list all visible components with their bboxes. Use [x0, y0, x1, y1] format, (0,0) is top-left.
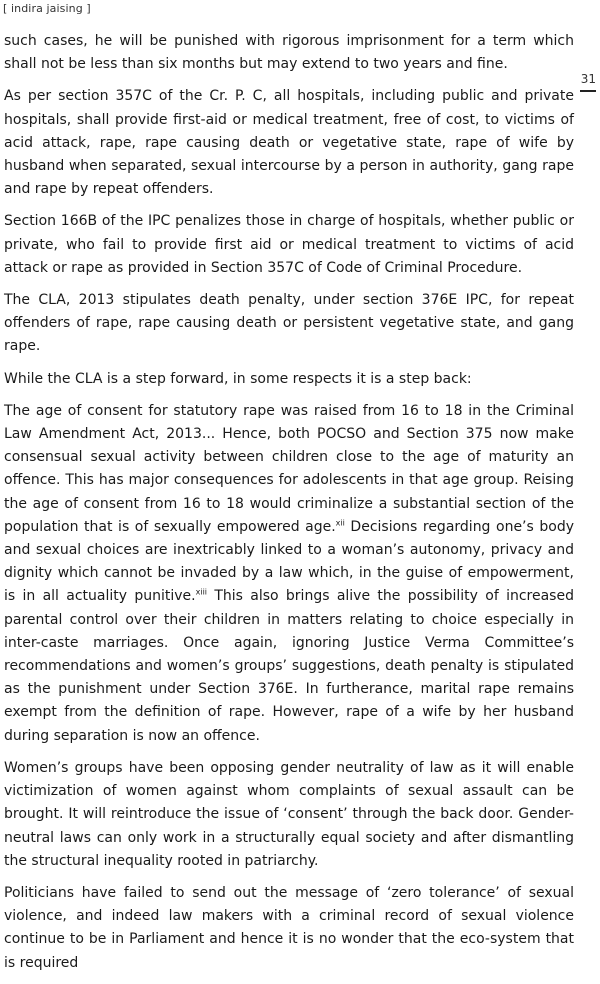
paragraph-penalty-continuation: such cases, he will be punished with rigorous imprisonment for a term which shall not be less than six months but may extend to two years and fine.	[4, 33, 574, 73]
paragraph-gender-neutrality: Women’s groups have been opposing gender neutrality of law as it will enable victimization of women against whom complaints of sexual assault can be brought. It will reintroduce the issue of ‘consent’ through the back door. Gender-neutral laws can only work in a structurally equal society and after dismantling the structural inequality rooted in patriarchy.	[4, 759, 574, 869]
age-of-consent-text-1: The age of consent for statutory rape was raised from 16 to 18 in the Criminal Law Amendment Act, 2013... Hence, both POCSO and Section 375 now make consensual sexual activity between children close to the age of maturity an offence. This has major consequences for adolescents in that age group. Reising the age of consent from 16 to 18 would criminalize a substantial section of the population that is of sexually empowered age.	[4, 402, 574, 535]
endnote-marker-xii: xii	[335, 518, 345, 528]
page-number-rule	[580, 90, 596, 92]
paragraph-zero-tolerance: Politicians have failed to send out the message of ‘zero tolerance’ of sexual violence, and indeed law makers with a criminal record of sexual violence continue to be in Parliament and hence it is no wonder that the eco-system that is required	[4, 884, 574, 971]
running-head: [ indira jaising ]	[3, 2, 91, 15]
page-number: 31	[580, 72, 596, 86]
body-text	[4, 30, 574, 984]
paragraph-cla-death-penalty: The CLA, 2013 stipulates death penalty, under section 376E IPC, for repeat offenders of rape, rape causing death or persistent vegetative state, and gang rape.	[4, 292, 574, 355]
age-of-consent-text-2: Decisions regarding one’s body and sexual choices are inextricably linked to a woman’s autonomy, privacy and dignity which cannot be invaded by a law which, in the guise of empowerment, is in all actuality punitive.	[4, 518, 574, 605]
paragraph-age-of-consent	[4, 400, 574, 748]
paragraph-section-357c: As per section 357C of the Cr. P. C, all hospitals, including public and private hospitals, shall provide first-aid or medical treatment, free of cost, to victims of acid attack, rape, rape causing death or vegetative state, rape of wife by husband when separated, sexual intercourse by a person in authority, gang rape and rape by repeat offenders.	[4, 88, 574, 198]
age-of-consent-text-3: This also brings alive the possibility of increased parental control over their children in matters relating to choice especially in inter-caste marriages. Once again, ignoring Justice Verma Committee’s recommendations and women’s groups’ suggestions, death penalty is stipulated as the punishment under Section 376E. In furtherance, marital rape remains exempt from the definition of rape. However, rape of a wife by her husband during separation is now an offence.	[4, 588, 574, 744]
paragraph-step-back: While the CLA is a step forward, in some respects it is a step back:	[4, 370, 472, 387]
paragraph-section-166b: Section 166B of the IPC penalizes those in charge of hospitals, whether public or private, who fail to provide first aid or medical treatment to victims of acid attack or rape as provided in Section 357C of Code of Criminal Procedure.	[4, 213, 574, 276]
endnote-marker-xiii: xiii	[195, 587, 208, 597]
